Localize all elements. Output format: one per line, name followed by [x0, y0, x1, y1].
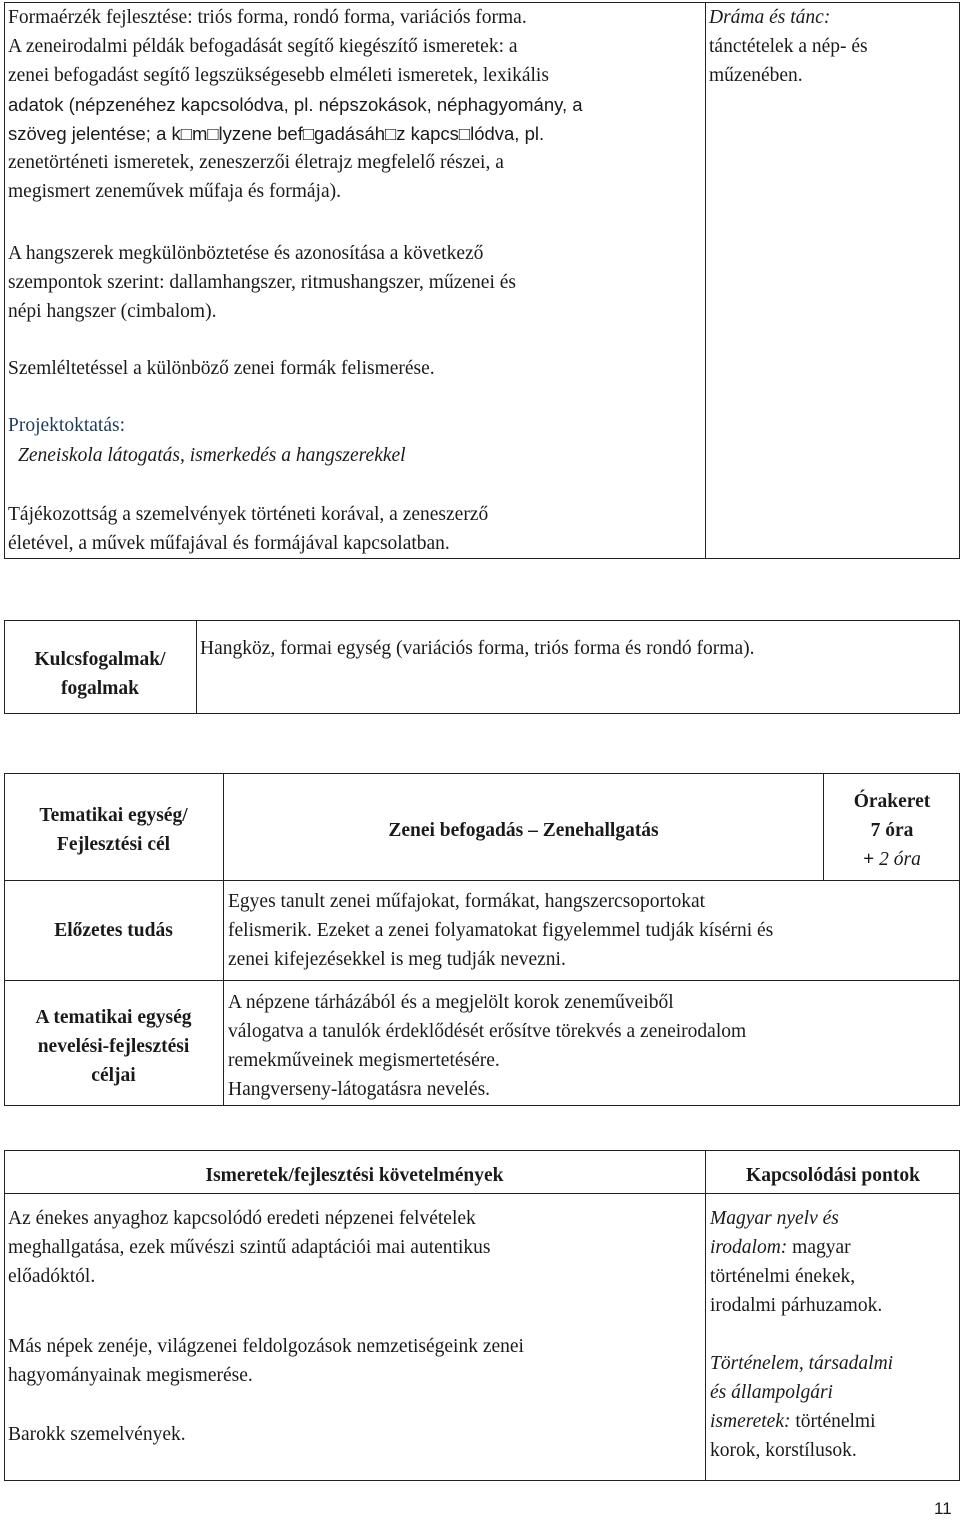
- text-line: zenetörténeti ismeretek, zeneszerzői életrajz megfelelő részei, a: [8, 152, 504, 173]
- project-label: Projektoktatás:: [8, 415, 125, 436]
- unit-label: [4, 801, 223, 859]
- unit-row-divider: [4, 980, 960, 981]
- text-line: Az énekes anyaghoz kapcsolódó eredeti népzenei felvételek: [8, 1208, 476, 1229]
- text-line: Tematikai egység/: [39, 805, 188, 826]
- text-line: hagyományainak megismerése.: [8, 1365, 253, 1386]
- connection-label: Történelem, társadalmi: [710, 1353, 894, 1374]
- requirements-divider: [705, 1150, 706, 1481]
- connection-history: [710, 1349, 958, 1465]
- text-line: előadóktól.: [8, 1266, 96, 1287]
- prior-knowledge-label: Előzetes tudás: [54, 920, 173, 941]
- text-line: tánctételek a nép- és: [709, 36, 868, 57]
- text-line: történelmi énekek,: [710, 1266, 856, 1287]
- text-line: remekműveinek megismertetésére.: [228, 1050, 500, 1071]
- text-fragment: magyar: [792, 1237, 851, 1258]
- connection-label: ismeretek:: [710, 1411, 791, 1432]
- text-line: nevelési-fejlesztési: [37, 1036, 190, 1057]
- prior-knowledge-text: [228, 887, 956, 974]
- orientation-paragraph: [8, 500, 698, 558]
- text-line: szempontok szerint: dallamhangszer, ritmushangszer, műzenei és: [8, 272, 516, 293]
- text-line: adatok (népzenéhez kapcsolódva, pl. népszokások, néphagyomány, a: [8, 94, 583, 115]
- requirement-paragraph-2: [8, 1332, 703, 1390]
- requirements-header-bottom: [4, 1193, 960, 1194]
- forms-paragraph: Szemléltetéssel a különböző zenei formák felismerése.: [8, 358, 435, 379]
- connections-header: Kapcsolódási pontok: [746, 1165, 920, 1186]
- text-line: A népzene tárházából és a megjelölt korok zeneműveiből: [228, 992, 674, 1013]
- text-line: Formaérzék fejlesztése: triós forma, rondó forma, variációs forma.: [8, 7, 527, 28]
- keywords-divider: [196, 620, 197, 714]
- page-number: 11: [934, 1499, 952, 1518]
- requirements-header: Ismeretek/fejlesztési követelmények: [205, 1165, 504, 1186]
- text-line: Kulcsfogalmak/: [34, 649, 166, 670]
- connection-literature: [710, 1204, 958, 1320]
- connection-label: irodalom:: [710, 1237, 788, 1258]
- requirement-paragraph-1: [8, 1204, 703, 1291]
- instruments-paragraph: [8, 239, 698, 326]
- text-line: A hangszerek megkülönböztetése és azonosítása a következő: [8, 243, 484, 264]
- goals-text: [228, 988, 956, 1104]
- connection-label: Magyar nyelv és: [710, 1208, 839, 1229]
- text-fragment: történelmi: [795, 1411, 876, 1432]
- text-line: A zeneirodalmi példák befogadását segítő kiegészítő ismeretek: a: [8, 36, 518, 57]
- top-right-cell: [709, 3, 957, 90]
- text-line: zenei befogadást segítő legszükségesebb elméleti ismeretek, lexikális: [8, 65, 549, 86]
- hours-main: 7 óra: [870, 820, 914, 841]
- keywords-label: [4, 645, 196, 703]
- connection-label: Dráma és tánc:: [709, 7, 831, 28]
- text-line: felismerik. Ezeket a zenei folyamatokat figyelemmel tudják kísérni és: [228, 920, 774, 941]
- text-line: Fejlesztési cél: [56, 834, 171, 855]
- text-line: korok, korstílusok.: [710, 1440, 857, 1461]
- text-line: műzenében.: [709, 65, 803, 86]
- text-line: Más népek zenéje, világzenei feldolgozások nemzetiségeink zenei: [8, 1336, 524, 1357]
- text-line: válogatva a tanulók érdeklődését erősítve törekvés a zeneirodalom: [228, 1021, 747, 1042]
- text-line: Egyes tanult zenei műfajokat, formákat, hangszercsoportokat: [228, 891, 706, 912]
- text-line: céljai: [91, 1065, 136, 1086]
- unit-title: Zenei befogadás – Zenehallgatás: [388, 820, 659, 841]
- requirement-paragraph-3: Barokk szemelvények.: [8, 1424, 186, 1445]
- keywords-text: Hangköz, formai egység (variációs forma, triós forma és rondó forma).: [200, 638, 755, 659]
- unit-header-bottom: [4, 880, 960, 881]
- text-line: zenei kifejezésekkel is meg tudják nevezni.: [228, 949, 566, 970]
- hours-extra: 2 óra: [879, 849, 921, 870]
- text-line: fogalmak: [61, 678, 139, 699]
- text-line: megismert zeneművek műfaja és formája).: [8, 181, 341, 202]
- hours-cell: [824, 787, 960, 874]
- text-line: népi hangszer (cimbalom).: [8, 301, 217, 322]
- text-line: Tájékozottság a szemelvények történeti korával, a zeneszerző: [8, 504, 489, 525]
- text-line: irodalmi párhuzamok.: [710, 1295, 883, 1316]
- top-left-cell: [8, 3, 708, 206]
- text-line: Hangverseny-látogatásra nevelés.: [228, 1079, 491, 1100]
- hours-label: Órakeret: [853, 791, 931, 812]
- connection-label: és állampolgári: [710, 1382, 833, 1403]
- hours-plus: +: [863, 849, 875, 870]
- text-line: A tematikai egység: [35, 1007, 192, 1028]
- goals-label: [4, 1003, 223, 1090]
- text-line: szöveg jelentése; a k□m□lyzene bef□gadásáh□z kapcs□lódva, pl.: [8, 123, 545, 144]
- project-item: Zeneiskola látogatás, ismerkedés a hangszerekkel: [18, 445, 406, 466]
- text-line: meghallgatása, ezek művészi szintű adaptációi mai autentikus: [8, 1237, 491, 1258]
- text-line: életével, a művek műfajával és formájával kapcsolatban.: [8, 533, 450, 554]
